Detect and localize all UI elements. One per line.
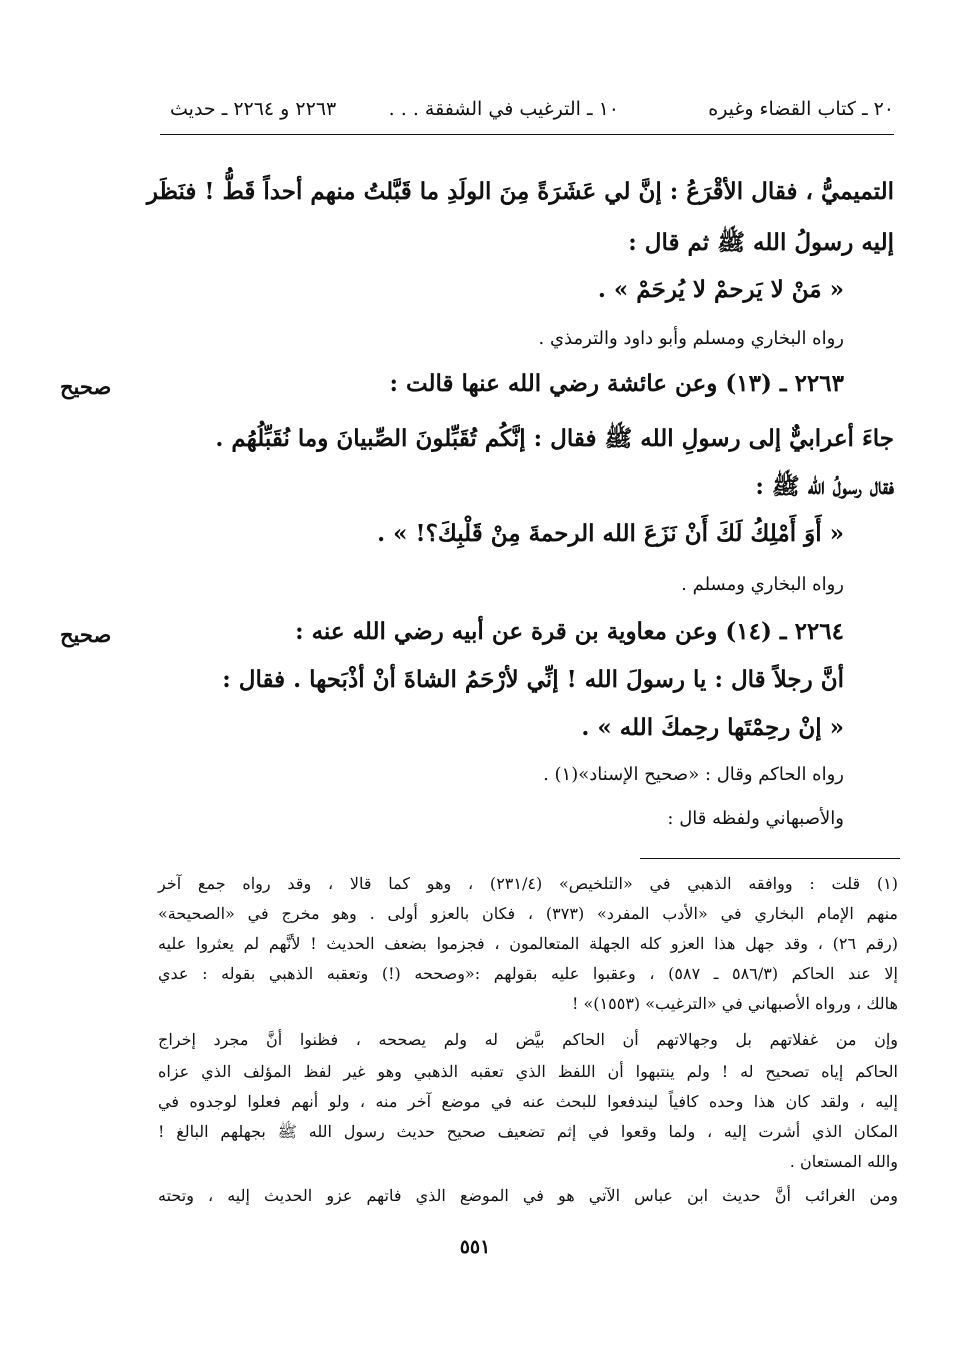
grade-label-2264: صحيح bbox=[60, 622, 112, 647]
header-hadith-range: ٢٢٦٣ و ٢٢٦٤ ـ حديث bbox=[170, 98, 337, 120]
footnote-line: هالك ، ورواه الأصبهاني في «الترغيب» (١٥٥٣)» ! bbox=[572, 994, 898, 1013]
header-section: ١٠ ـ الترغيب في الشفقة . . . bbox=[388, 98, 619, 120]
text-line: التميميُّ ، فقال الأقْرَعُ : إنَّ لي عَشَرَةً مِنَ الولَدِ ما قَبَّلتُ منهم أحداً قَطُّ ! فنَظَر bbox=[146, 178, 894, 205]
source-line: رواه البخاري ومسلم . bbox=[681, 574, 844, 595]
footnote-line: الحاكم إياه تصحيح له ! ولم ينتبهوا أن اللفظ الذي تعقبه الذهبي وهو غير لفظ المؤلف الذي عزاه bbox=[158, 1062, 898, 1081]
source-line: رواه الحاكم وقال : «صحيح الإسناد»(١) . bbox=[543, 764, 844, 785]
text-line: أنَّ رجلاً قال : يا رسولَ الله ! إنِّي لأرْحَمُ الشاةَ أنْ أذْبَحها . فقال : bbox=[222, 666, 844, 693]
quote-line: « إنْ رحِمْتَها رحِمكَ الله » . bbox=[581, 714, 844, 741]
footnote-line: منهم الإمام البخاري في «الأدب المفرد» (٣٧٣) ، فكان بالعزو أولى . وهو مخرج في «الصحيحة» bbox=[158, 904, 899, 923]
footnote-line: ومن الغرائب أنَّ حديث ابن عباس الآتي هو في الموضع الذي فاتهم عزو الحديث إليه ، وتحته bbox=[158, 1186, 898, 1205]
footnote-line: إلا عند الحاكم (٥٨٦/٣ ـ ٥٨٧) ، وعقبوا عليه بقولهم :«وصححه (!) وتعقبه الذهبي بقوله : عدي bbox=[158, 964, 898, 983]
quote-line: « مَنْ لا يَرحمْ لا يُرحَمْ » . bbox=[597, 276, 844, 303]
footnote-line: وإن من غفلاتهم بل وجهالاتهم أن الحاكم بيَّض له ولم يصححه ، فظنوا أنَّ مجرد إخراج bbox=[158, 1030, 899, 1049]
footnote-line: إليه ، ولقد كان هذا وحده كافياً ليندفعوا للبحث عنه في موضع آخر منه ، ولو أنهم فعلوا لوجدوه في bbox=[158, 1092, 898, 1111]
footnote-line: (١) قلت : ووافقه الذهبي في «التلخيص» (٢٣١/٤) ، وهو كما قالا ، وقد رواه جمع آخر bbox=[158, 874, 899, 893]
text-line: جاءَ أعرابيٌّ إلى رسولِ الله ﷺ فقال : إنَّكُم تُقَبِّلونَ الصِّبيانَ وما نُقَبِّلُهُم . bbox=[215, 425, 894, 452]
header-chapter: ٢٠ ـ كتاب القضاء وغيره bbox=[708, 98, 894, 120]
footnote-line: (رقم ٢٦) ، وقد جهل هذا العزو كله الجهلة المتعالمون ، فجزموا بضعف الحديث ! لأنَّهم لم يعثروا عليه bbox=[158, 934, 899, 953]
running-header bbox=[170, 92, 894, 126]
page-number: ٥٥١ bbox=[459, 1236, 491, 1258]
footnote-line: المكان الذي أشرت إليه ، ولما وقعوا في إثم تضعيف صحيح حديث رسول الله ﷺ بجهلهم البالغ ! bbox=[158, 1122, 898, 1141]
text-line: فقال رسولُ الله ﷺ : bbox=[755, 473, 894, 500]
hadith-2264-heading: ٢٢٦٤ ـ (١٤) وعن معاوية بن قرة عن أبيه رضي الله عنه : bbox=[295, 618, 844, 645]
source-line: والأصبهاني ولفظه قال : bbox=[667, 808, 844, 829]
footnote-rule bbox=[640, 858, 900, 859]
text-line: إليه رسولُ الله ﷺ ثم قال : bbox=[628, 229, 894, 256]
header-rule bbox=[160, 134, 894, 135]
hadith-2263-heading: ٢٢٦٣ ـ (١٣) وعن عائشة رضي الله عنها قالت : bbox=[389, 370, 844, 397]
grade-label-2263: صحيح bbox=[60, 374, 112, 399]
footnote-line: والله المستعان . bbox=[789, 1152, 898, 1171]
source-line: رواه البخاري ومسلم وأبو داود والترمذي . bbox=[538, 328, 844, 349]
quote-line: « أَوَ أَمْلِكُ لَكَ أَنْ نَزَعَ الله الرحمةَ مِنْ قَلْبِكَ؟! » . bbox=[377, 520, 844, 547]
